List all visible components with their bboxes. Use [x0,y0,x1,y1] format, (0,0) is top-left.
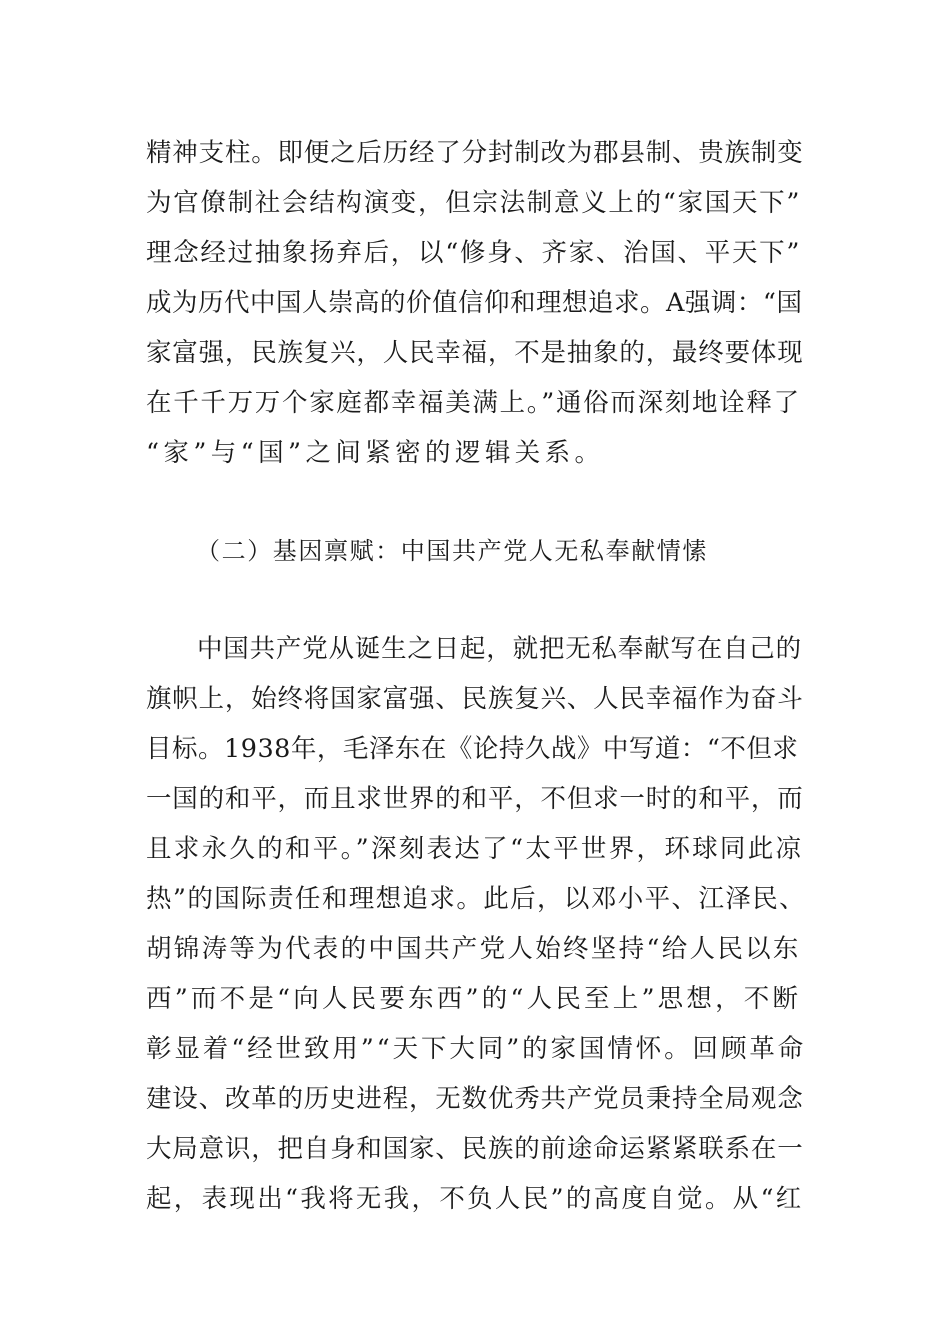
paragraph-1-line-1: 精神支柱。即便之后历经了分封制改为郡县制、贵族制变 [146,138,804,168]
paragraph-2-line-2: 旗帜上，始终将国家富强、民族复兴、人民幸福作为奋斗 [146,684,804,714]
paragraph-2-line-1: 中国共产党从诞生之日起，就把无私奉献写在自己的 [197,634,802,664]
section-heading: （二）基因禀赋：中国共产党人无私奉献情愫 [196,537,708,565]
paragraph-2-line-10: 建设、改革的历史进程，无数优秀共产党员秉持全局观念 [146,1084,804,1114]
paragraph-2-line-9: 彰显着“经世致用”“天下大同”的家国情怀。回顾革命 [146,1034,807,1064]
paragraph-1-line-2: 为官僚制社会结构演变，但宗法制意义上的“家国天下” [146,188,802,218]
paragraph-2-line-5: 且求永久的和平。”深刻表达了“太平世界，环球同此凉 [146,834,804,864]
paragraph-2-line-8: 西”而不是“向人民要东西”的“人民至上”思想，不断 [146,984,802,1014]
paragraph-2-line-6: 热”的国际责任和理想追求。此后，以邓小平、江泽民、 [146,884,807,914]
paragraph-1-line-7: “家”与“国”之间紧密的逻辑关系。 [146,438,605,468]
paragraph-2-line-7: 胡锦涛等为代表的中国共产党人始终坚持“给人民以东 [146,934,801,964]
paragraph-2-line-4: 一国的和平，而且求世界的和平，不但求一时的和平，而 [146,784,804,814]
paragraph-1-line-6: 在千千万万个家庭都幸福美满上。”通俗而深刻地诠释了 [146,388,801,418]
paragraph-2-line-11: 大局意识，把自身和国家、民族的前途命运紧紧联系在一 [146,1134,804,1164]
paragraph-2-line-12: 起，表现出“我将无我，不负人民”的高度自觉。从“红 [146,1184,804,1214]
paragraph-1-line-4: 成为历代中国人崇高的价值信仰和理想追求。A强调：“国 [146,288,803,318]
paragraph-1-line-5: 家富强，民族复兴，人民幸福，不是抽象的，最终要体现 [146,338,804,368]
paragraph-1-line-3: 理念经过抽象扬弃后，以“修身、齐家、治国、平天下” [146,238,802,268]
paragraph-2-line-3: 目标。1938年，毛泽东在《论持久战》中写道：“不但求 [146,734,799,764]
